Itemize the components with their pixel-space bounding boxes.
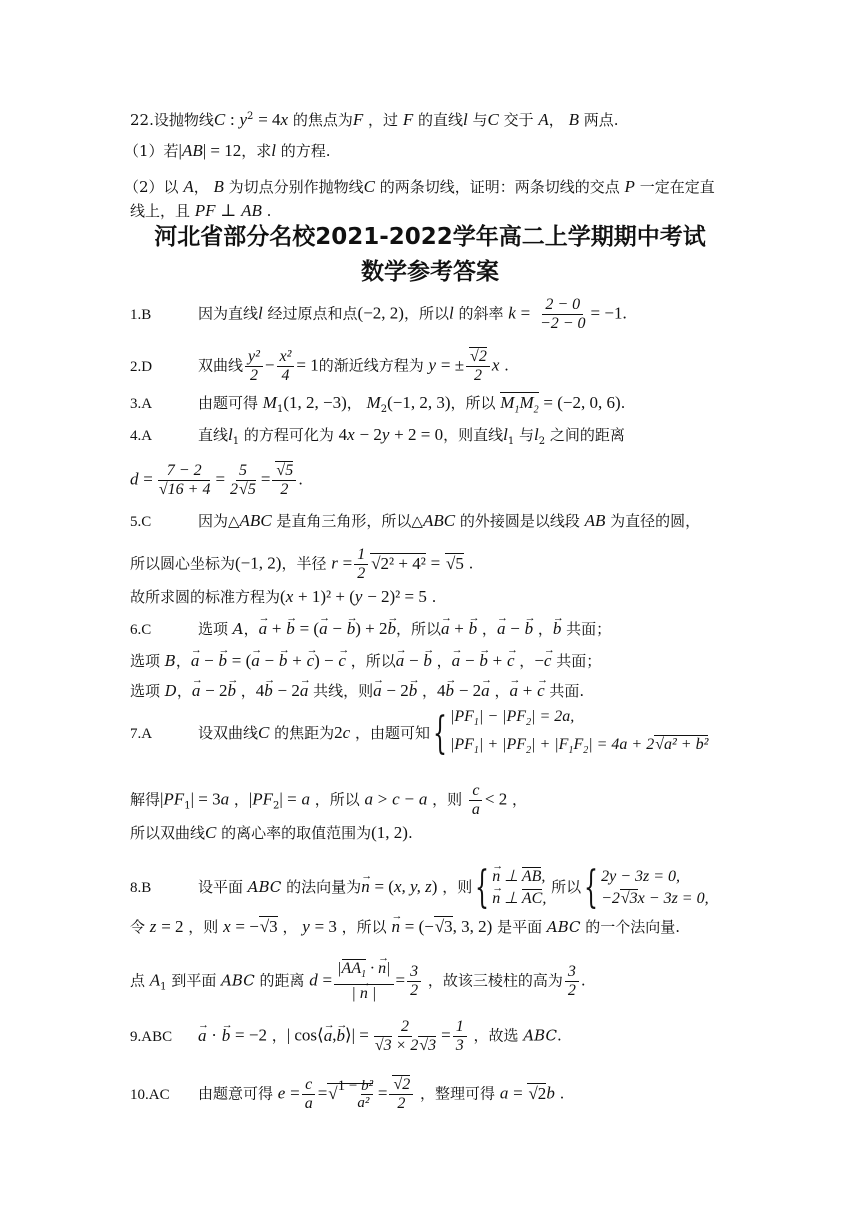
answer-10: 10.AC 由题意可得 e = $\frac{c}{a}$ =√ 1 − b² a² = $\frac{√2}{2}$ ，整理可得 a = √2b .	[130, 1076, 565, 1112]
problem-22-part-1: （1）若|AB| = 12，求l 的方程.	[124, 141, 331, 160]
answer-7: 7.A 设双曲线C 的焦距为2c ，由题可知{ $|PF_1| - |PF_2| = 2a$, $|PF_1| + |PF_2| + |F_1F_2| = 4a + 2√a^2 + b^2$	[130, 708, 709, 760]
answer-2: 2.D 双曲线 $\frac{\text{y²}}{2}$ − $\frac{\text{x²}}{4}$ = 1的渐近线方程为 y = ± $\frac{√2}{2}$ x .	[130, 348, 509, 384]
answer-5-center: 所以圆心坐标为(−1, 2)，半径 r = $\frac{1}{2}$ √2² + 4² = √5 .	[130, 546, 474, 582]
exam-title: 河北省部分名校2021-2022学年高二上学期期中考试	[154, 224, 706, 250]
answer-6: 6.C 选项 A，→ a + → b = (→ a − → b) + 2→ b，所以→ a + → b ，→ a − → b ，→ b 共面；	[130, 618, 611, 641]
answer-4-distance: d = $\frac{7 - 2}{√16 + 4}$ = $\frac{5}{2√5}$ = $\frac{√5}{2}$ .	[130, 462, 303, 498]
answer-7-solve: 解得$|PF_1| = 3a$ ，$|PF_2| = a$ ，所以 a > c − a ，则 $\frac{c}{a}$ < 2 ，	[130, 782, 528, 818]
problem-22-stem: 22.设抛物线C : $y^2 = 4x$ 的焦点为F ，过 F 的直线l 与C 交于 A， B 两点.	[130, 110, 619, 129]
answer-7-range: 所以双曲线C 的离心率的取值范围为(1, 2).	[130, 823, 413, 842]
answer-3: 3.A 由题可得 $M_1(1$, 2, −3)， $M_2(-1$, 2, 3)，所以 $M_1M_2 = (-2$, 0, 6).	[130, 393, 626, 416]
answer-8-distance: 点 $A_1$ 到平面 ABC 的距离 d = $\frac{|AA_1 \cdot \to n|}{| \to n |}$ = $\frac{3}{2}$ ，故该三棱柱的高为 $\frac{3}{2}$ .	[130, 960, 586, 1003]
answer-1: 1.B 因为直线l 经过原点和点(−2, 2)，所以l 的斜率 k = $\frac{2 - 0}{-2 - 0}$ = −1.	[130, 296, 627, 332]
answer-6-option-d: 选项 D，→ a − 2→ b ，4→ b − 2→ a 共线，则→ a − 2→ b ，4→ b − 2→ a ，→ a + → c 共面.	[130, 680, 584, 702]
answer-key-title: 数学参考答案	[361, 259, 499, 285]
answer-8: 8.B 设平面 ABC 的法向量为→ n = (x, y, z) ，则{ → n ⊥ AB, → n ⊥ AC, 所以{ 2y − 3z = 0, −2√3x − 3z = 0,	[130, 866, 709, 910]
answer-6-option-b: 选项 B，→ a − → b = (→ a − → b + → c) − → c ，所以→ a − → b ，→ a − → b + → c ，−→ c 共面；	[130, 650, 601, 672]
problem-22-part-2a: （2）以 A， B 为切点分别作抛物线C 的两条切线，证明：两条切线的交点 P 一定在定直	[124, 177, 715, 196]
problem-22-part-2b: 线上，且 PF ⊥ AB .	[130, 201, 272, 220]
answer-5: 5.C 因为△ABC 是直角三角形，所以△ABC 的外接圆是以线段 AB 为直径的圆，	[130, 511, 701, 530]
answer-9: 9.ABC→ a · → b = −2 ，| cos⟨→ a,→ b⟩| = $\frac{2}{√3 \times 2√3}$ = $\frac{1}{3}$ ，故选 ABC.	[130, 1018, 562, 1055]
answer-4: 4.A 直线$l_1$ 的方程可化为 4x − 2y + 2 = 0，则直线$l_1$ 与$l_2$ 之间的距离	[130, 425, 625, 447]
answer-8-normal: 令 z = 2 ，则 x = −√3 ， y = 3 ，所以 → n = (−√3, 3, 2) 是平面 ABC 的一个法向量.	[130, 916, 680, 938]
answer-5-circle: 故所求圆的标准方程为(x + 1)² + (y − 2)² = 5 .	[130, 587, 437, 606]
